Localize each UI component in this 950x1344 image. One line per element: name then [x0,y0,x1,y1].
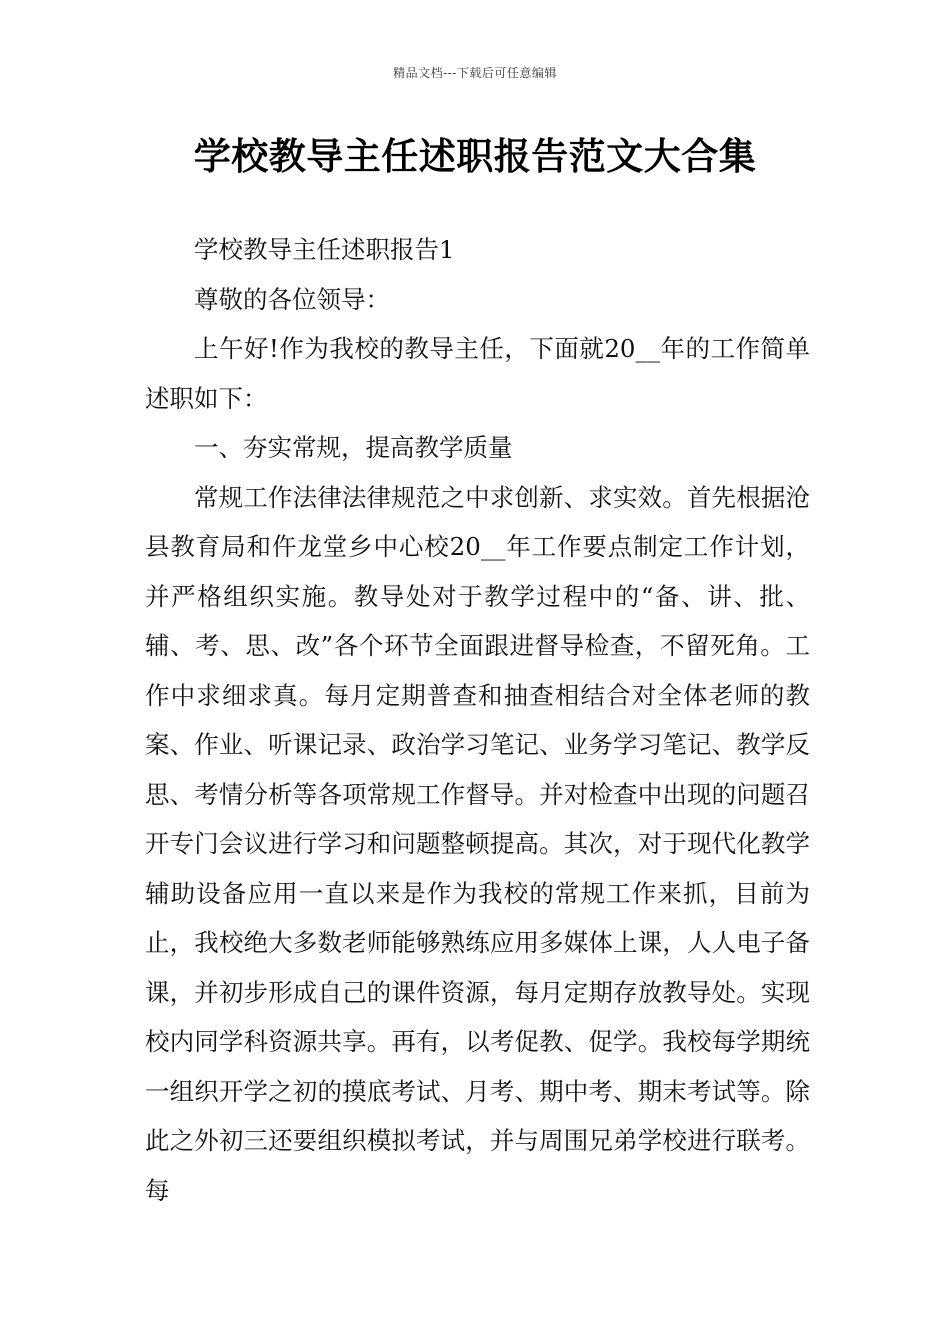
subsection-heading: 一、夯实常规，提高教学质量 [194,433,513,462]
paragraph: 常规工作法律法律规范之中求创新、求实效。首先根据沧县教育局和仵龙堂乡中心校20__年工作要点制定工作计划，并严格组织实施。教导处对于教学过程中的“备、讲、批、辅、考、思、改”各个环节全面跟进督导检查，不留死角。工作中求细求真。每月定期普查和抽查相结合对全体老师的教案、作业、听课记录、政治学习笔记、业务学习笔记、教学反思、考情分析等各项常规工作督导。并对检查中出现的问题召开专门会议进行学习和问题整顿提高。其次，对于现代化教学辅助设备应用一直以来是作为我校的常规工作来抓，目前为止，我校绝大多数老师能够熟练应用多媒体上课，人人电子备课，并初步形成自己的课件资源，每月定期存放教导处。实现校内同学科资源共享。再有，以考促教、促学。我校每学期统一组织开学之初的摸底考试、月考、期中考、期末考试等。除此之外初三还要组织模拟考试，并与周围兄弟学校进行联考。每 [145,482,810,1205]
header-note: 精品文档---下载后可任意编辑 [393,66,557,80]
section-heading: 学校教导主任述职报告1 [194,235,455,264]
document-body [145,225,810,1215]
salutation: 尊敬的各位领导： [194,284,390,314]
paragraph: 上午好!作为我校的教导主任，下面就20__年的工作简单述职如下： [145,334,810,413]
document-title: 学校教导主任述职报告范文大合集 [193,135,757,178]
